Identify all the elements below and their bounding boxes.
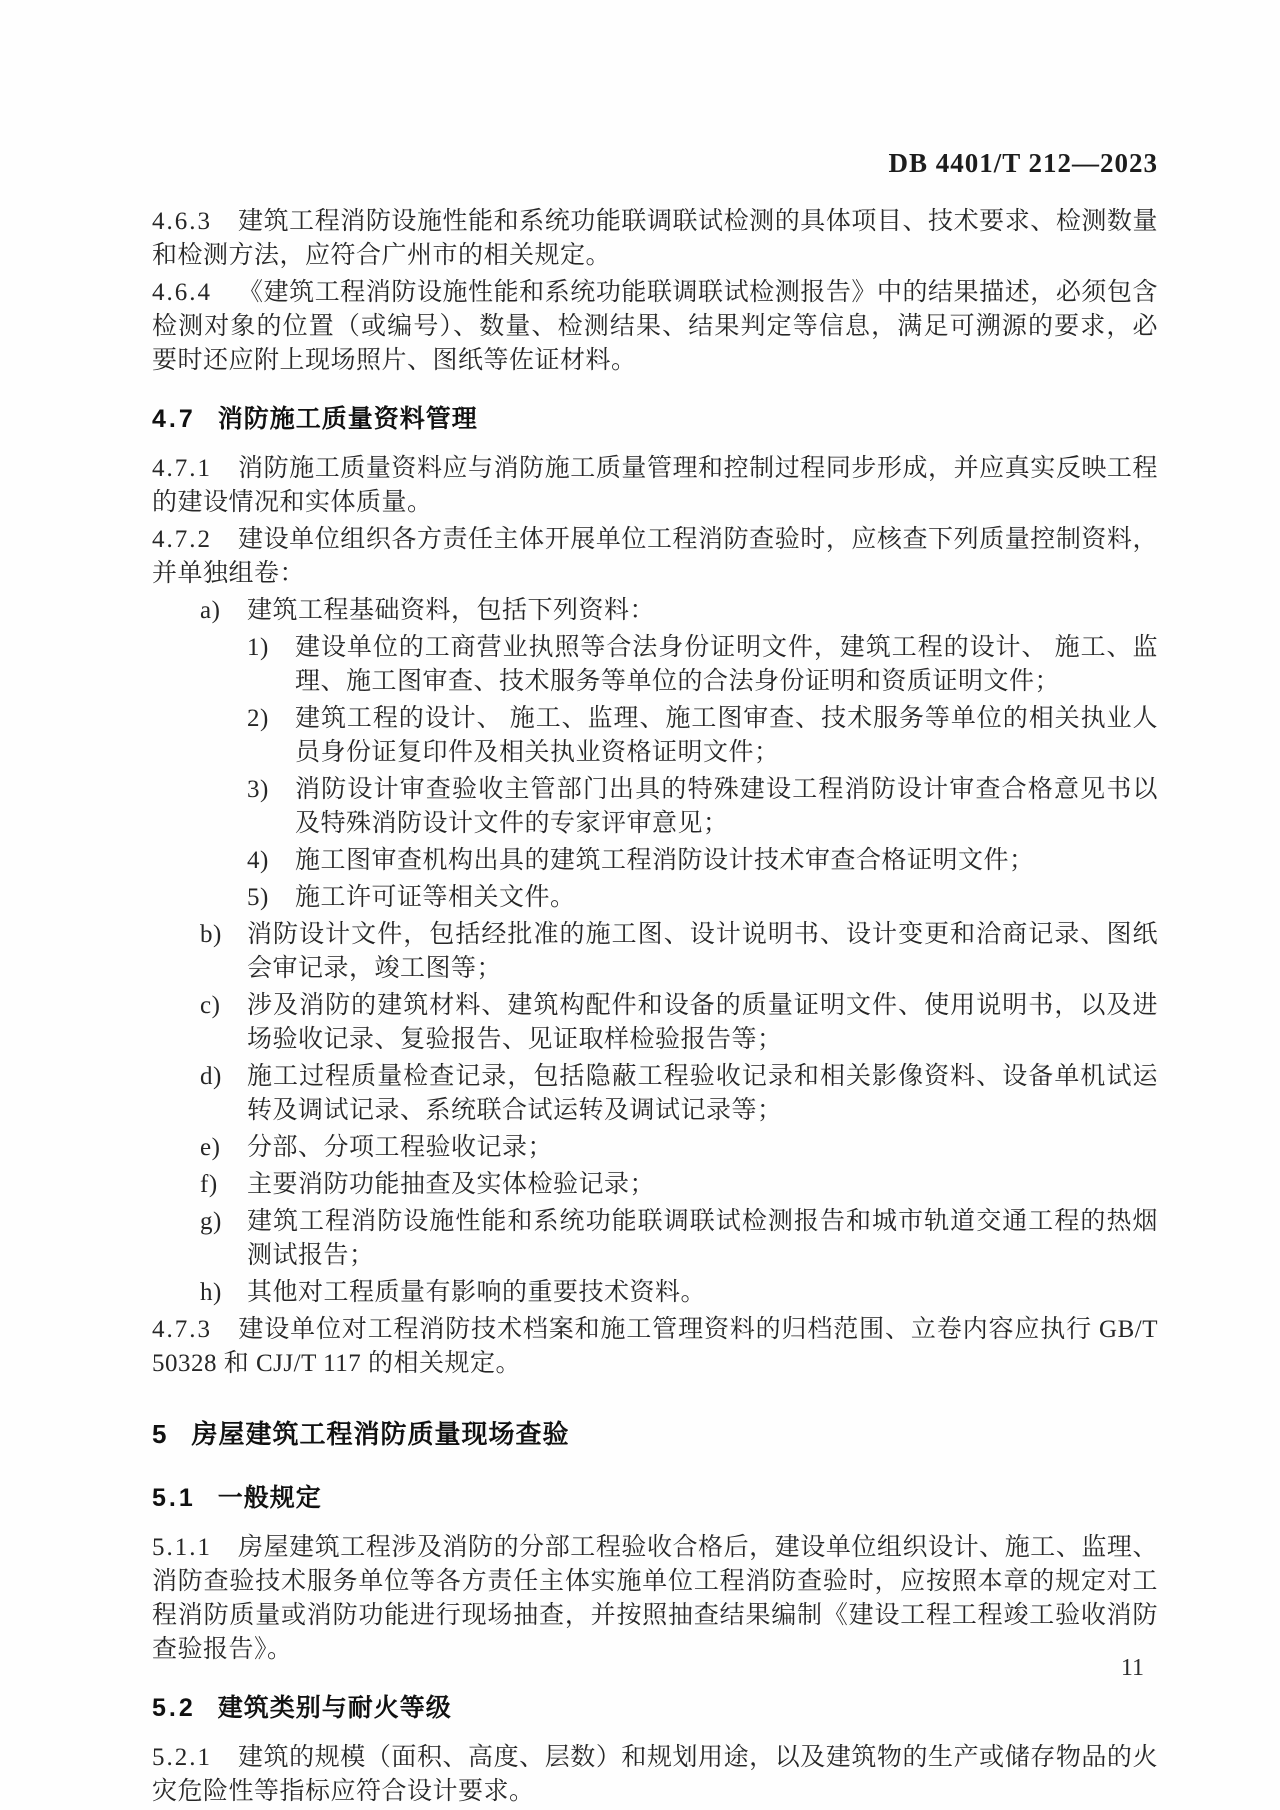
clause-text: 房屋建筑工程消防质量现场查验 — [191, 1419, 570, 1449]
list-item — [152, 631, 1158, 699]
clause-text: 房屋建筑工程涉及消防的分部工程验收合格后，建设单位组织设计、施工、监理、消防查验技术服务单位等各方责任主体实施单位工程消防查验时，应按照本章的规定对工程消防质量或消防功能进行现场抽查，并按照抽查结果编制《建设工程工程竣工验收消防查验报告》。 — [152, 1534, 1158, 1663]
clause-paragraph — [152, 523, 1158, 591]
clause-paragraph — [152, 1741, 1158, 1809]
list-marker: c) — [200, 992, 221, 1019]
list-item — [152, 1276, 1158, 1310]
list-marker: b) — [200, 921, 222, 948]
list-marker: 5) — [247, 884, 269, 911]
list-item — [152, 1168, 1158, 1202]
list-marker: h) — [200, 1279, 222, 1306]
section-heading — [152, 1417, 1158, 1451]
list-marker: a) — [200, 597, 221, 624]
clause-text: 消防施工质量资料管理 — [217, 405, 478, 433]
section-heading — [152, 1691, 1158, 1725]
list-item — [152, 594, 1158, 628]
list-item — [152, 989, 1158, 1057]
clause-number: 5.2.1 — [152, 1744, 212, 1771]
clause-text: 建设单位对工程消防技术档案和施工管理资料的归档范围、立卷内容应执行 GB/T 50328 和 CJJ/T 117 的相关规定。 — [152, 1316, 1158, 1377]
section-heading — [152, 1481, 1158, 1515]
clause-number: 5 — [152, 1419, 170, 1449]
clause-number: 4.7.3 — [152, 1316, 212, 1343]
clause-text: 施工许可证等相关文件。 — [295, 884, 576, 911]
list-item — [152, 773, 1158, 841]
list-marker: d) — [200, 1063, 222, 1090]
clause-text: 建筑工程的设计、 施工、监理、施工图审查、技术服务等单位的相关执业人员身份证复印件及相关执业资格证明文件； — [295, 705, 1158, 766]
list-item — [152, 918, 1158, 986]
clause-paragraph — [152, 1313, 1158, 1381]
list-marker: 1) — [247, 634, 269, 661]
clause-text: 建设单位的工商营业执照等合法身份证明文件，建筑工程的设计、 施工、监理、施工图审查、技术服务等单位的合法身份证明和资质证明文件； — [295, 634, 1158, 695]
clause-text: 《建筑工程消防设施性能和系统功能联调联试检测报告》中的结果描述，必须包含检测对象的位置（或编号）、数量、检测结果、结果判定等信息，满足可溯源的要求，必要时还应附上现场照片、图纸等佐证材料。 — [152, 279, 1158, 374]
clause-text: 施工过程质量检查记录，包括隐蔽工程验收记录和相关影像资料、设备单机试运转及调试记录、系统联合试运转及调试记录等； — [247, 1063, 1158, 1124]
clause-text: 一般规定 — [217, 1484, 322, 1512]
clause-paragraph — [152, 1531, 1158, 1667]
clause-text: 建筑工程消防设施性能和系统功能联调联试检测报告和城市轨道交通工程的热烟测试报告； — [247, 1208, 1158, 1269]
clause-text: 消防施工质量资料应与消防施工质量管理和控制过程同步形成，并应真实反映工程的建设情况和实体质量。 — [152, 455, 1158, 516]
clause-text: 消防设计审查验收主管部门出具的特殊建设工程消防设计审查合格意见书以及特殊消防设计文件的专家评审意见； — [295, 776, 1158, 837]
clause-number: 4.7.1 — [152, 455, 212, 482]
list-marker: 2) — [247, 705, 269, 732]
clause-paragraph — [152, 205, 1158, 273]
clause-number: 4.7.2 — [152, 526, 212, 553]
page-number: 11 — [1120, 1655, 1144, 1681]
clause-number: 5.1.1 — [152, 1534, 212, 1561]
list-marker: f) — [200, 1171, 218, 1198]
clause-text: 建筑工程基础资料，包括下列资料： — [247, 597, 656, 624]
list-item — [152, 881, 1158, 915]
list-marker: 4) — [247, 847, 269, 874]
clause-number: 5.1 — [152, 1484, 196, 1512]
clause-number: 4.7 — [152, 405, 196, 433]
list-item — [152, 1205, 1158, 1273]
section-heading — [152, 402, 1158, 436]
clause-number: 5.2 — [152, 1694, 196, 1722]
clause-text: 建设单位组织各方责任主体开展单位工程消防查验时，应核查下列质量控制资料，并单独组卷： — [152, 526, 1158, 587]
list-item — [152, 702, 1158, 770]
clause-text: 其他对工程质量有影响的重要技术资料。 — [247, 1279, 707, 1306]
list-marker: g) — [200, 1208, 222, 1235]
clause-text: 涉及消防的建筑材料、建筑构配件和设备的质量证明文件、使用说明书，以及进场验收记录、复验报告、见证取样检验报告等； — [247, 992, 1158, 1053]
clause-text: 消防设计文件，包括经批准的施工图、设计说明书、设计变更和洽商记录、图纸会审记录，竣工图等； — [247, 921, 1158, 982]
clause-text: 建筑类别与耐火等级 — [217, 1694, 452, 1722]
clause-number: 4.6.3 — [152, 208, 212, 235]
clause-paragraph — [152, 452, 1158, 520]
clause-text: 分部、分项工程验收记录； — [247, 1134, 554, 1161]
document-body — [152, 202, 1158, 1810]
list-marker: 3) — [247, 776, 269, 803]
list-marker: e) — [200, 1134, 221, 1161]
clause-number: 4.6.4 — [152, 279, 212, 306]
list-item — [152, 1131, 1158, 1165]
document-code-header: DB 4401/T 212—2023 — [888, 148, 1158, 178]
clause-text: 主要消防功能抽查及实体检验记录； — [247, 1171, 656, 1198]
clause-text: 建筑的规模（面积、高度、层数）和规划用途，以及建筑物的生产或储存物品的火灾危险性等指标应符合设计要求。 — [152, 1744, 1158, 1805]
list-item — [152, 1060, 1158, 1128]
list-item — [152, 844, 1158, 878]
clause-text: 建筑工程消防设施性能和系统功能联调联试检测的具体项目、技术要求、检测数量和检测方法，应符合广州市的相关规定。 — [152, 208, 1158, 269]
clause-paragraph — [152, 276, 1158, 378]
clause-text: 施工图审查机构出具的建筑工程消防设计技术审查合格证明文件； — [295, 847, 1035, 874]
